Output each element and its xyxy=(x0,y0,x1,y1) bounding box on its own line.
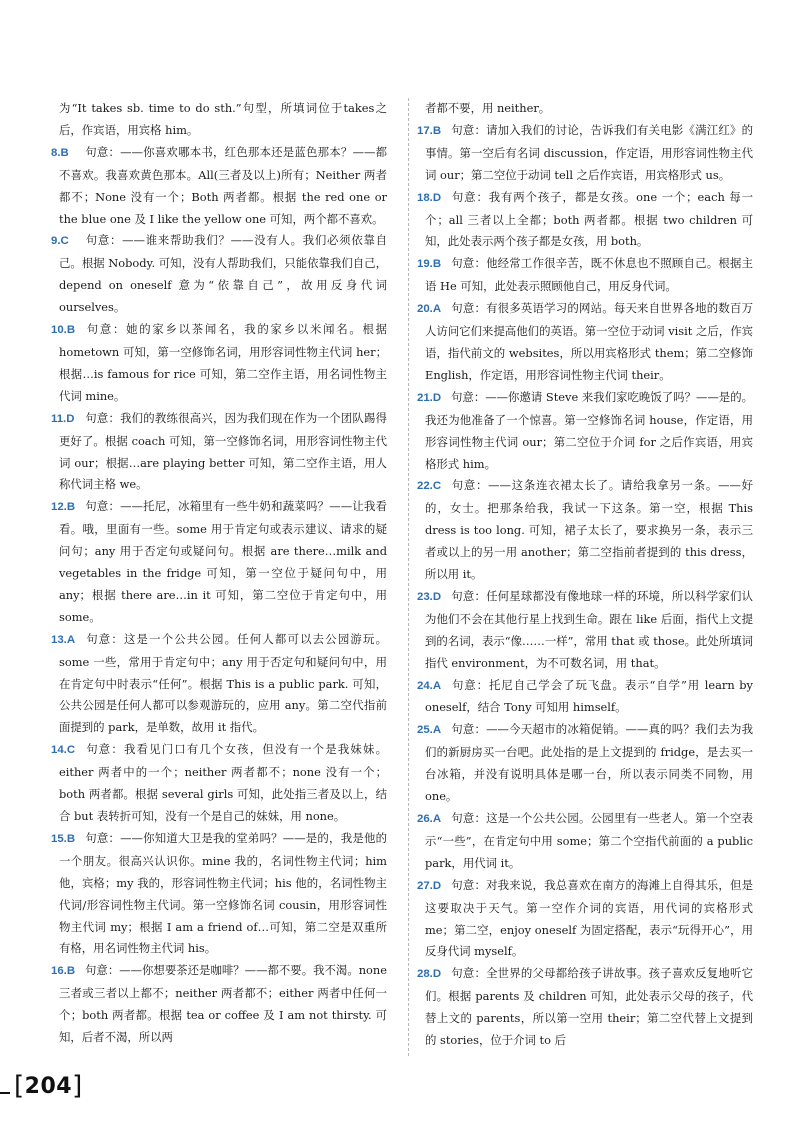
answer-entry xyxy=(417,387,753,476)
entry-text: 句意：——你想要茶还是咖啡？——都不要。我不渴。none 三者或三者以上都不；neither 两者都不；either 两者中任何一个；both 两者都。根据 tea or coffee 及 I am not thirsty. 可知，后者不渴，所以两 xyxy=(59,963,387,1045)
answer-entry xyxy=(51,629,387,740)
question-number: 19.B xyxy=(417,258,442,271)
question-number: 13.A xyxy=(51,633,76,646)
answer-entry xyxy=(417,586,753,675)
entry-text: 句意：——这条连衣裙太长了。请给我拿另一条。——好的，女士。把那条给我，我试一下这条。第一空，根据 This dress is too long. 可知，裙子太长了，要求换另一条，表示三者或以上的另一用 another；第二空指前者提到的 this dress，所以用 it。 xyxy=(425,478,753,582)
answer-letter: C xyxy=(432,480,442,493)
answer-letter: B xyxy=(60,146,69,159)
answer-entry xyxy=(417,187,753,254)
answer-entry xyxy=(51,319,387,408)
question-number: 22.C xyxy=(417,480,442,493)
answer-letter: B xyxy=(432,124,442,137)
question-number: 14.C xyxy=(51,744,76,757)
answer-entry xyxy=(417,675,753,720)
entry-text: 句意：有很多英语学习的网站。每天来自世界各地的数百万人访问它们来提高他们的英语。第一空位于动词 visit 之后，作宾语，指代前文的 websites，所以用宾格形式 them；第二空修饰 English，作定语，用形容词性物主代词 their。 xyxy=(425,301,753,382)
answer-entry xyxy=(425,98,753,120)
entry-text: 句意：——你喜欢哪本书，红色那本还是蓝色那本？——都不喜欢。我喜欢黄色那本。All(三者及以上)所有；Neither 两者都不；None 没有一个；Both 两者都。根据 the red one or the blue one 及 I like the yellow one 可知，两个都不喜欢。 xyxy=(59,144,387,226)
page-corner-rule xyxy=(0,1092,10,1094)
answer-letter: A xyxy=(432,724,442,737)
answer-entry xyxy=(417,253,753,298)
question-number: 23.D xyxy=(417,590,442,603)
answer-entry xyxy=(417,875,753,964)
answer-letter: B xyxy=(66,832,76,845)
entry-text: 句意：——你知道大卫是我的堂弟吗？——是的，我是他的一个朋友。很高兴认识你。mine 我的，名词性物主代词；him 他，宾格；my 我的，形容词性物主代词；his 他的，名词性物主代词/形容词性物主代词。第一空修饰名词 cousin，用形容词性物主代词 my；根据 I am a friend of…可知，第二空是双重所有格，用名词性物主代词 his。 xyxy=(59,830,387,956)
question-number: 18.D xyxy=(417,191,442,204)
entry-text: 句意：他经常工作很辛苦，既不休息也不照顾自己。根据主语 He 可知，此处表示照顾他自己，用反身代词。 xyxy=(425,256,753,294)
entry-text: 句意：对我来说，我总喜欢在南方的海滩上自得其乐，但是这要取决于天气。第一空作介词的宾语，用代词的宾格形式 me；第二空，enjoy oneself 为固定搭配，表示“玩得开心”，用反身代词 myself。 xyxy=(425,877,753,959)
answer-entry xyxy=(417,963,753,1052)
answer-letter: D xyxy=(66,412,75,425)
answer-letter: D xyxy=(432,879,442,892)
question-number: 28.D xyxy=(417,968,442,981)
answer-entry xyxy=(51,496,387,628)
entry-text: 句意：我有两个孩子，都是女孩。one 一个；each 每一个；all 三者以上全都；both 两者都。根据 two children 可知，此处表示两个孩子都是女孩，用 both。 xyxy=(425,189,753,249)
answer-entry xyxy=(51,142,387,231)
question-number: 21.D xyxy=(417,391,442,404)
right-column xyxy=(417,98,753,1052)
answer-letter: B xyxy=(66,965,76,978)
answer-entry xyxy=(417,808,753,875)
answer-letter: D xyxy=(432,391,442,404)
answer-letter: D xyxy=(432,191,442,204)
question-number: 11.D xyxy=(51,412,75,425)
column-divider xyxy=(408,98,409,1056)
entry-text: 句意：这是一个公共公园。任何人都可以去公园游玩。some 一些，常用于肯定句中；any 用于否定句和疑问句中，用在肯定句中时表示“任何”。根据 This is a public park. 可知，公共公园是任何人都可以参观游玩的，应用 any。第二空代指前面提到的 park，是单数，故用 it 指代。 xyxy=(59,631,387,735)
left-column xyxy=(51,98,387,1049)
question-number: 25.A xyxy=(417,724,442,737)
question-number: 8.B xyxy=(51,146,69,159)
answer-entry xyxy=(59,98,387,142)
entry-text: 句意：任何星球都没有像地球一样的环境，所以科学家们认为他们不会在其他行星上找到生命。跟在 like 后面，指代上文提到的名词，表示“像……一样”，常用 that 或 those。此处所填词指代 environment，为不可数名词，用 that。 xyxy=(425,588,753,670)
entry-text: 为“It takes sb. time to do sth.”句型，所填词位于takes之后，作宾语，用宾格 him。 xyxy=(59,101,387,137)
entry-text: 句意：她的家乡以茶闻名，我的家乡以米闻名。根据 hometown 可知，第一空修饰名词，用形容词性物主代词 her；根据…is famous for rice 可知，第二空作主语，用名词性物主代词 mine。 xyxy=(59,322,387,403)
question-number: 26.A xyxy=(417,813,442,825)
answer-entry xyxy=(51,739,387,828)
answer-letter: A xyxy=(432,303,442,316)
answer-letter: A xyxy=(66,633,76,646)
entry-text: 句意：托尼自己学会了玩飞盘。表示“自学”用 learn by oneself，结合 Tony 可知用 himself。 xyxy=(425,677,753,715)
answer-entry xyxy=(51,828,387,960)
answer-entry xyxy=(417,475,753,586)
answer-letter: A xyxy=(432,679,442,692)
question-number: 16.B xyxy=(51,965,76,978)
page-number: [204] xyxy=(14,1071,83,1101)
answer-letter: B xyxy=(66,501,76,514)
question-number: 27.D xyxy=(417,879,442,892)
entry-text: 句意：全世界的父母都给孩子讲故事。孩子喜欢反复地听它们。根据 parents 及 children 可知，此处表示父母的孩子，代替上文的 parents，所以第一空用 their；第二空代替上文提到的 stories，位于介词 to 后 xyxy=(425,966,753,1048)
question-number: 12.B xyxy=(51,501,76,514)
answer-letter: B xyxy=(66,324,76,337)
answer-letter: D xyxy=(432,968,442,981)
entry-text: 者都不要，用 neither。 xyxy=(425,101,551,115)
answer-letter: A xyxy=(432,813,442,825)
question-number: 10.B xyxy=(51,324,76,337)
question-number: 20.A xyxy=(417,303,442,316)
answer-entry xyxy=(417,298,753,387)
entry-text: 句意：——谁来帮助我们？——没有人。我们必须依靠自己。根据 Nobody. 可知，没有人帮助我们，只能依靠我们自己，depend on oneself 意为“依靠自己”，故用反身代词 ourselves。 xyxy=(59,233,387,315)
entry-text: 句意：这是一个公共公园。公园里有一些老人。第一个空表示“一些”，在肯定句中用 some；第二个空指代前面的 a public park，用代词 it。 xyxy=(425,811,753,870)
answer-entry xyxy=(51,408,387,497)
answer-entry xyxy=(417,719,753,808)
answer-letter: C xyxy=(60,235,69,248)
question-number: 17.B xyxy=(417,124,442,137)
question-number: 9.C xyxy=(51,235,69,248)
entry-text: 句意：——今天超市的冰箱促销。——真的吗？我们去为我们的新厨房买一台吧。此处指的是上文提到的 fridge，是去买一台冰箱，并没有说明具体是哪一台，所以表示同类不同物，用 one。 xyxy=(425,722,753,804)
question-number: 24.A xyxy=(417,679,442,692)
entry-text: 句意：——托尼，冰箱里有一些牛奶和蔬菜吗？——让我看看。哦，里面有一些。some 用于肯定句或表示建议、请求的疑问句；any 用于否定句或疑问句。根据 are there…milk and vegetables in the fridge 可知，第一空位于疑问句中，用 any；根据 there are…in it 可知，第二空位于肯定句中，用 some。 xyxy=(59,499,387,624)
answer-letter: B xyxy=(432,258,442,271)
entry-text: 句意：我看见门口有几个女孩，但没有一个是我妹妹。either 两者中的一个；neither 两者都不；none 没有一个；both 两者都。根据 several girls 可知，此处指三者及以上，结合 but 表转折可知，没有一个是自己的妹妹，用 none。 xyxy=(59,742,387,823)
answer-entry xyxy=(51,960,387,1049)
answer-entry xyxy=(51,230,387,319)
entry-text: 句意：——你邀请 Steve 来我们家吃晚饭了吗？——是的。我还为他准备了一个惊喜。第一空修饰名词 house，作定语，用形容词性物主代词 our；第二空位于介词 for 之后作宾语，用宾格形式 him。 xyxy=(425,389,753,471)
answer-letter: C xyxy=(66,744,76,757)
answer-letter: D xyxy=(432,590,442,603)
question-number: 15.B xyxy=(51,832,76,845)
entry-text: 句意：请加入我们的讨论，告诉我们有关电影《满江红》的事情。第一空后有名词 discussion，作定语，用形容词性物主代词 our；第二空位于动词 tell 之后作宾语，用宾格形式 us。 xyxy=(425,122,753,182)
answer-entry xyxy=(417,120,753,187)
entry-text: 句意：我们的教练很高兴，因为我们现在作为一个团队踢得更好了。根据 coach 可知，第一空修饰名词，用形容词性物主代词 our；根据…are playing better 可知，第二空作主语，用人称代词主格 we。 xyxy=(59,410,387,492)
